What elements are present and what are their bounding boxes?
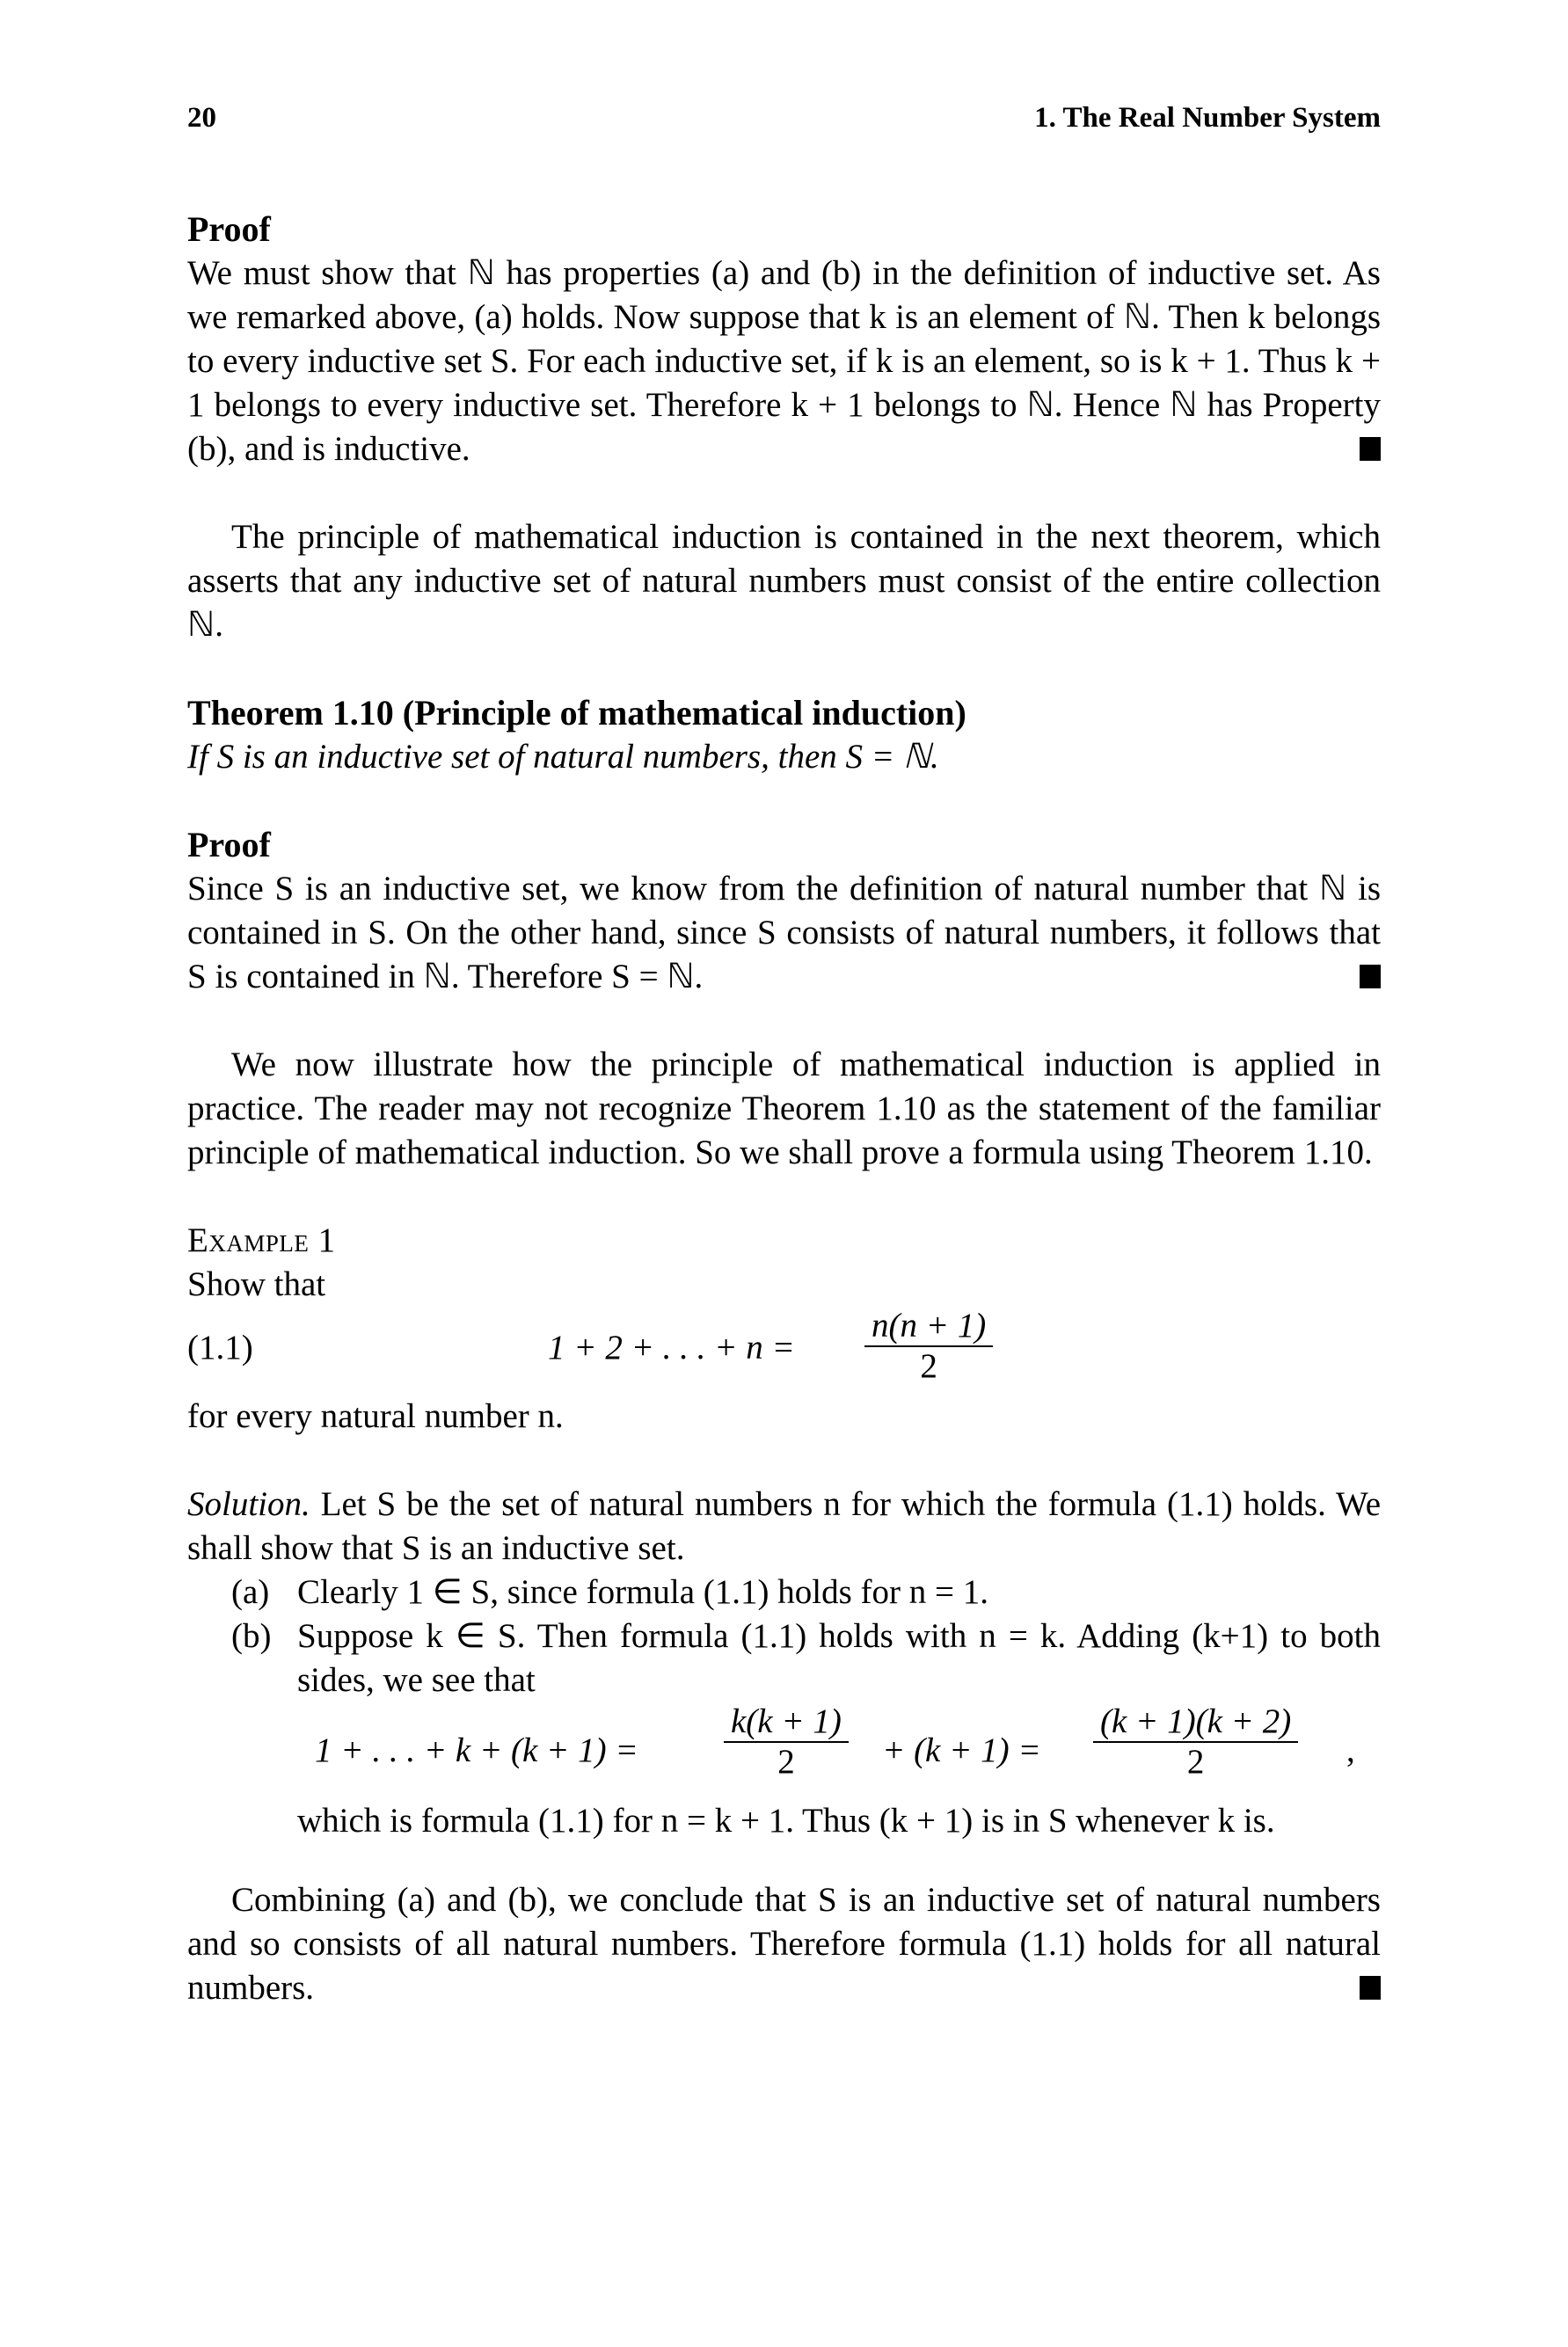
solution-list: [187, 1571, 1381, 1702]
theorem-statement: If S is an inductive set of natural numbers, then S = ℕ.: [187, 738, 939, 776]
paragraph: We now illustrate how the principle of mathematical induction is applied in practice. The reader may not recognize Theorem 1.10 as the statement of the familiar principle of mathematical induction. So we shall prove a formula using Theorem 1.10.: [187, 1046, 1381, 1171]
fraction-denominator: 2: [920, 1347, 937, 1385]
after-equation-text: which is formula (1.1) for n = k + 1. Thus (k + 1) is in S whenever k is.: [297, 1802, 1275, 1840]
conclusion-text: Combining (a) and (b), we conclude that S is an inductive set of natural numbers and so consists of all natural numbers. Therefore formula (1.1) holds for all natural numbers.: [187, 1881, 1381, 2007]
example-after: for every natural number n.: [187, 1397, 564, 1435]
equation-comma: ,: [1346, 1731, 1355, 1769]
page-body: [187, 208, 1381, 2010]
equation-number: (1.1): [187, 1329, 253, 1367]
equation-fraction: [1093, 1702, 1298, 1782]
page-header: [187, 102, 1381, 146]
fraction-numerator: n(n + 1): [864, 1307, 993, 1347]
proof-heading: Proof: [187, 209, 271, 249]
qed-mark: [1360, 437, 1381, 461]
solution-label: Solution.: [187, 1485, 310, 1523]
list-item: [187, 1571, 1381, 1614]
solution-text: Let S be the set of natural numbers n for which the formula (1.1) holds. We shall show that S is an inductive set.: [187, 1485, 1382, 1567]
list-item: [187, 1614, 1381, 1702]
list-item-label: (a): [231, 1573, 270, 1611]
fraction-numerator: k(k + 1): [724, 1702, 849, 1743]
fraction-numerator: (k + 1)(k + 2): [1093, 1702, 1298, 1743]
page-number: 20: [187, 102, 216, 134]
theorem-title: Theorem 1.10 (Principle of mathematical induction): [187, 693, 966, 733]
list-item-text: Suppose k ∈ S. Then formula (1.1) holds with n = k. Adding (k+1) to both sides, we see that: [297, 1617, 1381, 1699]
fraction-denominator: 2: [777, 1743, 795, 1781]
solution-paragraph: [187, 1483, 1381, 1571]
list-item-label: (b): [231, 1617, 272, 1655]
paragraph: The principle of mathematical induction is contained in the next theorem, which asserts that any inductive set of natural numbers must consist of the entire collection ℕ.: [187, 518, 1381, 644]
proof-text-content: We must show that ℕ has properties (a) and (b) in the definition of inductive set. As we remarked above, (a) holds. Now suppose that k is an element of ℕ. Then k belongs to every inductive set S. For each inductive set, if k is an element, so is k + 1. Thus k + 1 belongs to every inductive set. Therefore k + 1 belongs to ℕ. Hence ℕ has Property (b), and is inductive.: [187, 254, 1381, 468]
proof-text: [187, 251, 1381, 471]
equation-middle: + (k + 1) =: [882, 1731, 1041, 1769]
equation-lhs: 1 + . . . + k + (k + 1) =: [315, 1731, 638, 1769]
equation-1-1: [187, 1307, 1381, 1395]
induction-step-equation: [187, 1702, 1381, 1799]
proof-heading: Proof: [187, 825, 271, 864]
running-title: 1. The Real Number System: [1034, 102, 1381, 134]
example-prompt: Show that: [187, 1265, 326, 1303]
equation-fraction: [724, 1702, 849, 1782]
example-label: Example 1: [187, 1221, 336, 1259]
qed-mark: [1360, 1976, 1381, 2000]
equation-fraction: [864, 1307, 993, 1386]
proof-text-content: Since S is an inductive set, we know from the definition of natural number that ℕ is contained in S. On the other hand, since S consists of natural numbers, it follows that S is contained in ℕ. Therefore S = ℕ.: [187, 870, 1381, 995]
conclusion-paragraph: [187, 1878, 1381, 2010]
qed-mark: [1360, 965, 1381, 988]
proof-text: [187, 867, 1381, 999]
fraction-denominator: 2: [1186, 1743, 1205, 1781]
list-item-text: Clearly 1 ∈ S, since formula (1.1) holds for n = 1.: [297, 1573, 988, 1611]
equation-lhs: 1 + 2 + . . . + n =: [548, 1329, 795, 1367]
